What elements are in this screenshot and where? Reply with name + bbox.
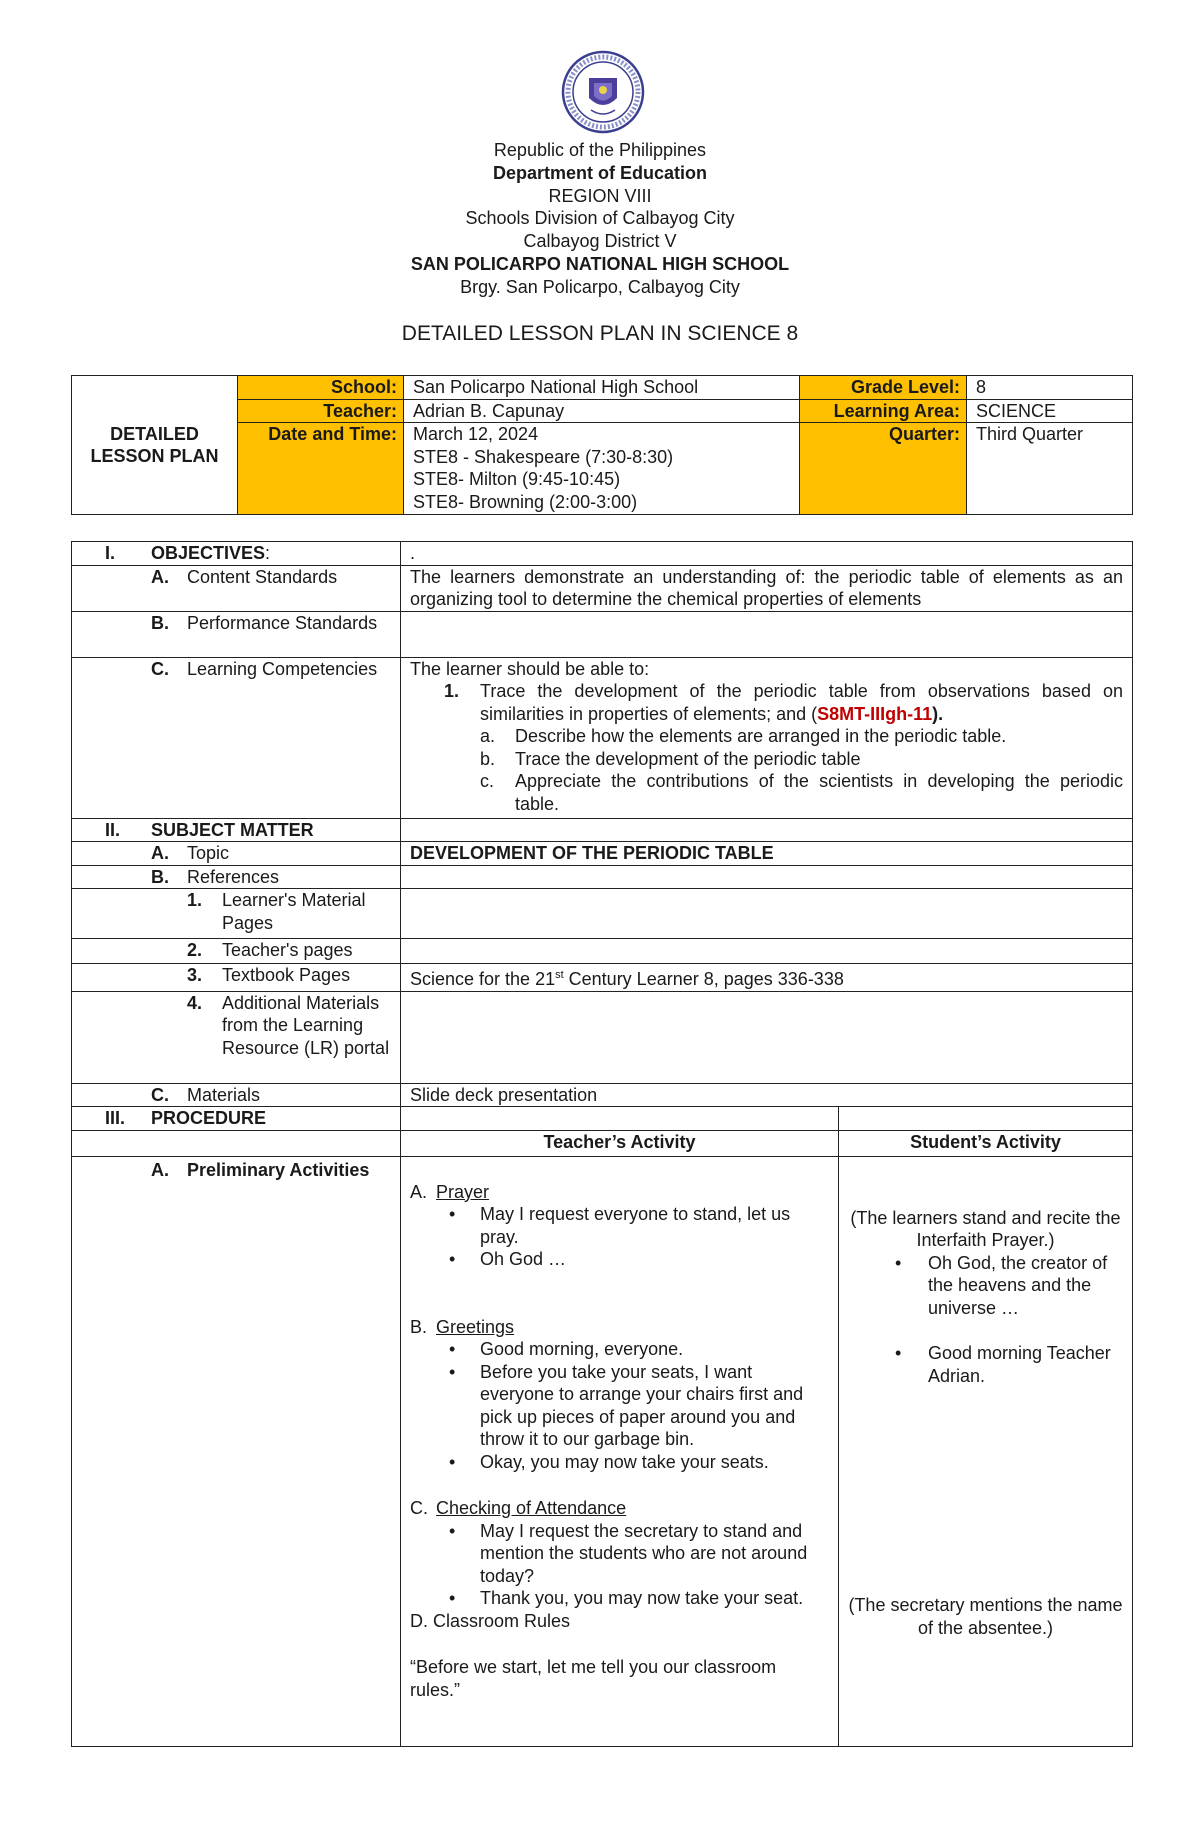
- date-label: Date and Time:: [238, 423, 404, 515]
- district-line: Calbayog District V: [523, 231, 677, 252]
- learning-competencies-value: [401, 657, 1133, 818]
- learners-material-value: [401, 889, 1133, 939]
- division-line: Schools Division of Calbayog City: [465, 208, 735, 229]
- topic-label: A. Topic: [72, 842, 401, 866]
- student-prayer-list: [848, 1252, 1123, 1320]
- teacher-value: Adrian B. Capunay: [404, 399, 800, 423]
- materials-value: Slide deck presentation: [401, 1083, 1133, 1107]
- lesson-table: [71, 541, 1133, 1747]
- attendance-list: [410, 1520, 829, 1610]
- list-item: • Thank you, you may now take your seat.: [410, 1587, 829, 1610]
- competency-code: S8MT-IIIgh-11: [817, 703, 933, 724]
- republic-line: Republic of the Philippines: [493, 140, 707, 160]
- greetings-list: [410, 1338, 829, 1473]
- list-item: • Good morning, everyone.: [410, 1338, 829, 1361]
- schedule-1: STE8 - Shakespeare (7:30-8:30): [413, 446, 674, 467]
- list-item: • Oh God, the creator of the heavens and the universe …: [848, 1252, 1123, 1320]
- classroom-rules-quote: “Before we start, let me tell you our classroom rules.”: [410, 1657, 777, 1700]
- document-title: DETAILED LESSON PLAN IN SCIENCE 8: [401, 322, 799, 345]
- competency-sub-b: b. Trace the development of the periodic table: [480, 748, 861, 769]
- list-item: • May I request everyone to stand, let us pray.: [410, 1203, 829, 1248]
- content-standards-label: A. Content Standards: [72, 565, 401, 611]
- info-table: [71, 375, 1133, 515]
- school-value: San Policarpo National High School: [404, 376, 800, 400]
- letterhead: [0, 139, 1200, 299]
- objectives-dot: .: [401, 542, 1133, 566]
- student-greeting-list: [848, 1342, 1123, 1387]
- teachers-pages-value: [401, 939, 1133, 964]
- school-label: School:: [238, 376, 404, 400]
- additional-materials-label: 4. Additional Materials from the Learning Resource (LR) portal: [72, 991, 401, 1083]
- date-value: March 12, 2024: [413, 424, 539, 444]
- school-name-line: SAN POLICARPO NATIONAL HIGH SCHOOL: [410, 253, 790, 274]
- competency-intro: The learner should be able to:: [410, 658, 650, 679]
- performance-standards-label: B. Performance Standards: [72, 611, 401, 657]
- region-line: REGION VIII: [548, 185, 652, 206]
- department-line: Department of Education: [492, 162, 707, 183]
- procedure-empty-2: [839, 1107, 1133, 1131]
- student-activity-header: Student’s Activity: [839, 1130, 1133, 1156]
- list-item: • Okay, you may now take your seats.: [410, 1451, 829, 1474]
- activity-header-empty: [72, 1130, 401, 1156]
- deped-seal-logo: [561, 50, 645, 134]
- subject-matter-heading: II. SUBJECT MATTER: [72, 818, 401, 842]
- additional-materials-value: [401, 991, 1133, 1083]
- competency-sub-c: c. Appreciate the contributions of the scientists in developing the periodic table.: [480, 771, 1124, 814]
- teachers-pages-label: 2. Teacher's pages: [72, 939, 401, 964]
- grade-label: Grade Level:: [800, 376, 967, 400]
- area-label: Learning Area:: [800, 399, 967, 423]
- materials-label: C. Materials: [72, 1083, 401, 1107]
- subject-matter-empty: [401, 818, 1133, 842]
- grade-value: 8: [967, 376, 1133, 400]
- learning-competencies-label: C. Learning Competencies: [72, 657, 401, 818]
- quarter-label: Quarter:: [800, 423, 967, 515]
- list-item: • May I request the secretary to stand and mention the students who are not around today?: [410, 1520, 829, 1588]
- procedure-heading: III. PROCEDURE: [72, 1107, 401, 1131]
- greetings-heading: B. Greetings: [410, 1316, 515, 1337]
- student-prayer-note: (The learners stand and recite the Interfaith Prayer.): [850, 1207, 1121, 1250]
- dlp-label: DETAILED LESSON PLAN: [72, 376, 238, 515]
- prayer-list: [410, 1203, 829, 1271]
- references-empty: [401, 865, 1133, 889]
- prayer-heading: A. Prayer: [410, 1181, 490, 1202]
- textbook-pages-label: 3. Textbook Pages: [72, 964, 401, 992]
- procedure-empty-1: [401, 1107, 839, 1131]
- list-item: • Good morning Teacher Adrian.: [848, 1342, 1123, 1387]
- teacher-label: Teacher:: [238, 399, 404, 423]
- student-attendance-note: (The secretary mentions the name of the absentee.): [848, 1595, 1123, 1638]
- topic-value: DEVELOPMENT OF THE PERIODIC TABLE: [401, 842, 1133, 866]
- references-label: B. References: [72, 865, 401, 889]
- competency-1: 1. Trace the development of the periodic table from observations based on similarities in properties of elements; and (S8MT-IIIgh-11).: [444, 681, 1124, 724]
- performance-standards-value: [401, 611, 1133, 657]
- attendance-heading: C. Checking of Attendance: [410, 1498, 627, 1518]
- student-activity-cell: [839, 1156, 1133, 1746]
- teacher-activity-header: Teacher’s Activity: [401, 1130, 839, 1156]
- textbook-pages-value: Science for the 21st Century Learner 8, pages 336-338: [401, 964, 1133, 992]
- objectives-heading: I. OBJECTIVES:: [72, 542, 401, 566]
- teacher-activity-cell: [401, 1156, 839, 1746]
- learners-material-label: 1. Learner's Material Pages: [72, 889, 401, 939]
- competency-sub-a: a. Describe how the elements are arranged in the periodic table.: [480, 726, 1007, 746]
- preliminary-activities-label: A. Preliminary Activities: [72, 1156, 401, 1746]
- schedule-3: STE8- Browning (2:00-3:00): [413, 491, 638, 512]
- date-schedule: [404, 423, 800, 515]
- content-standards-value: The learners demonstrate an understanding of: the periodic table of elements as an organizing tool to determine the chemical properties of elements: [401, 565, 1133, 611]
- schedule-2: STE8- Milton (9:45-10:45): [413, 469, 621, 489]
- quarter-value: Third Quarter: [967, 423, 1133, 515]
- area-value: SCIENCE: [967, 399, 1133, 423]
- list-item: • Before you take your seats, I want everyone to arrange your chairs first and pick up pieces of paper around you and throw it to our garbage bin.: [410, 1361, 829, 1451]
- classroom-rules-heading: D. Classroom Rules: [410, 1610, 571, 1631]
- address-line: Brgy. San Policarpo, Calbayog City: [460, 276, 740, 297]
- list-item: • Oh God …: [410, 1248, 829, 1271]
